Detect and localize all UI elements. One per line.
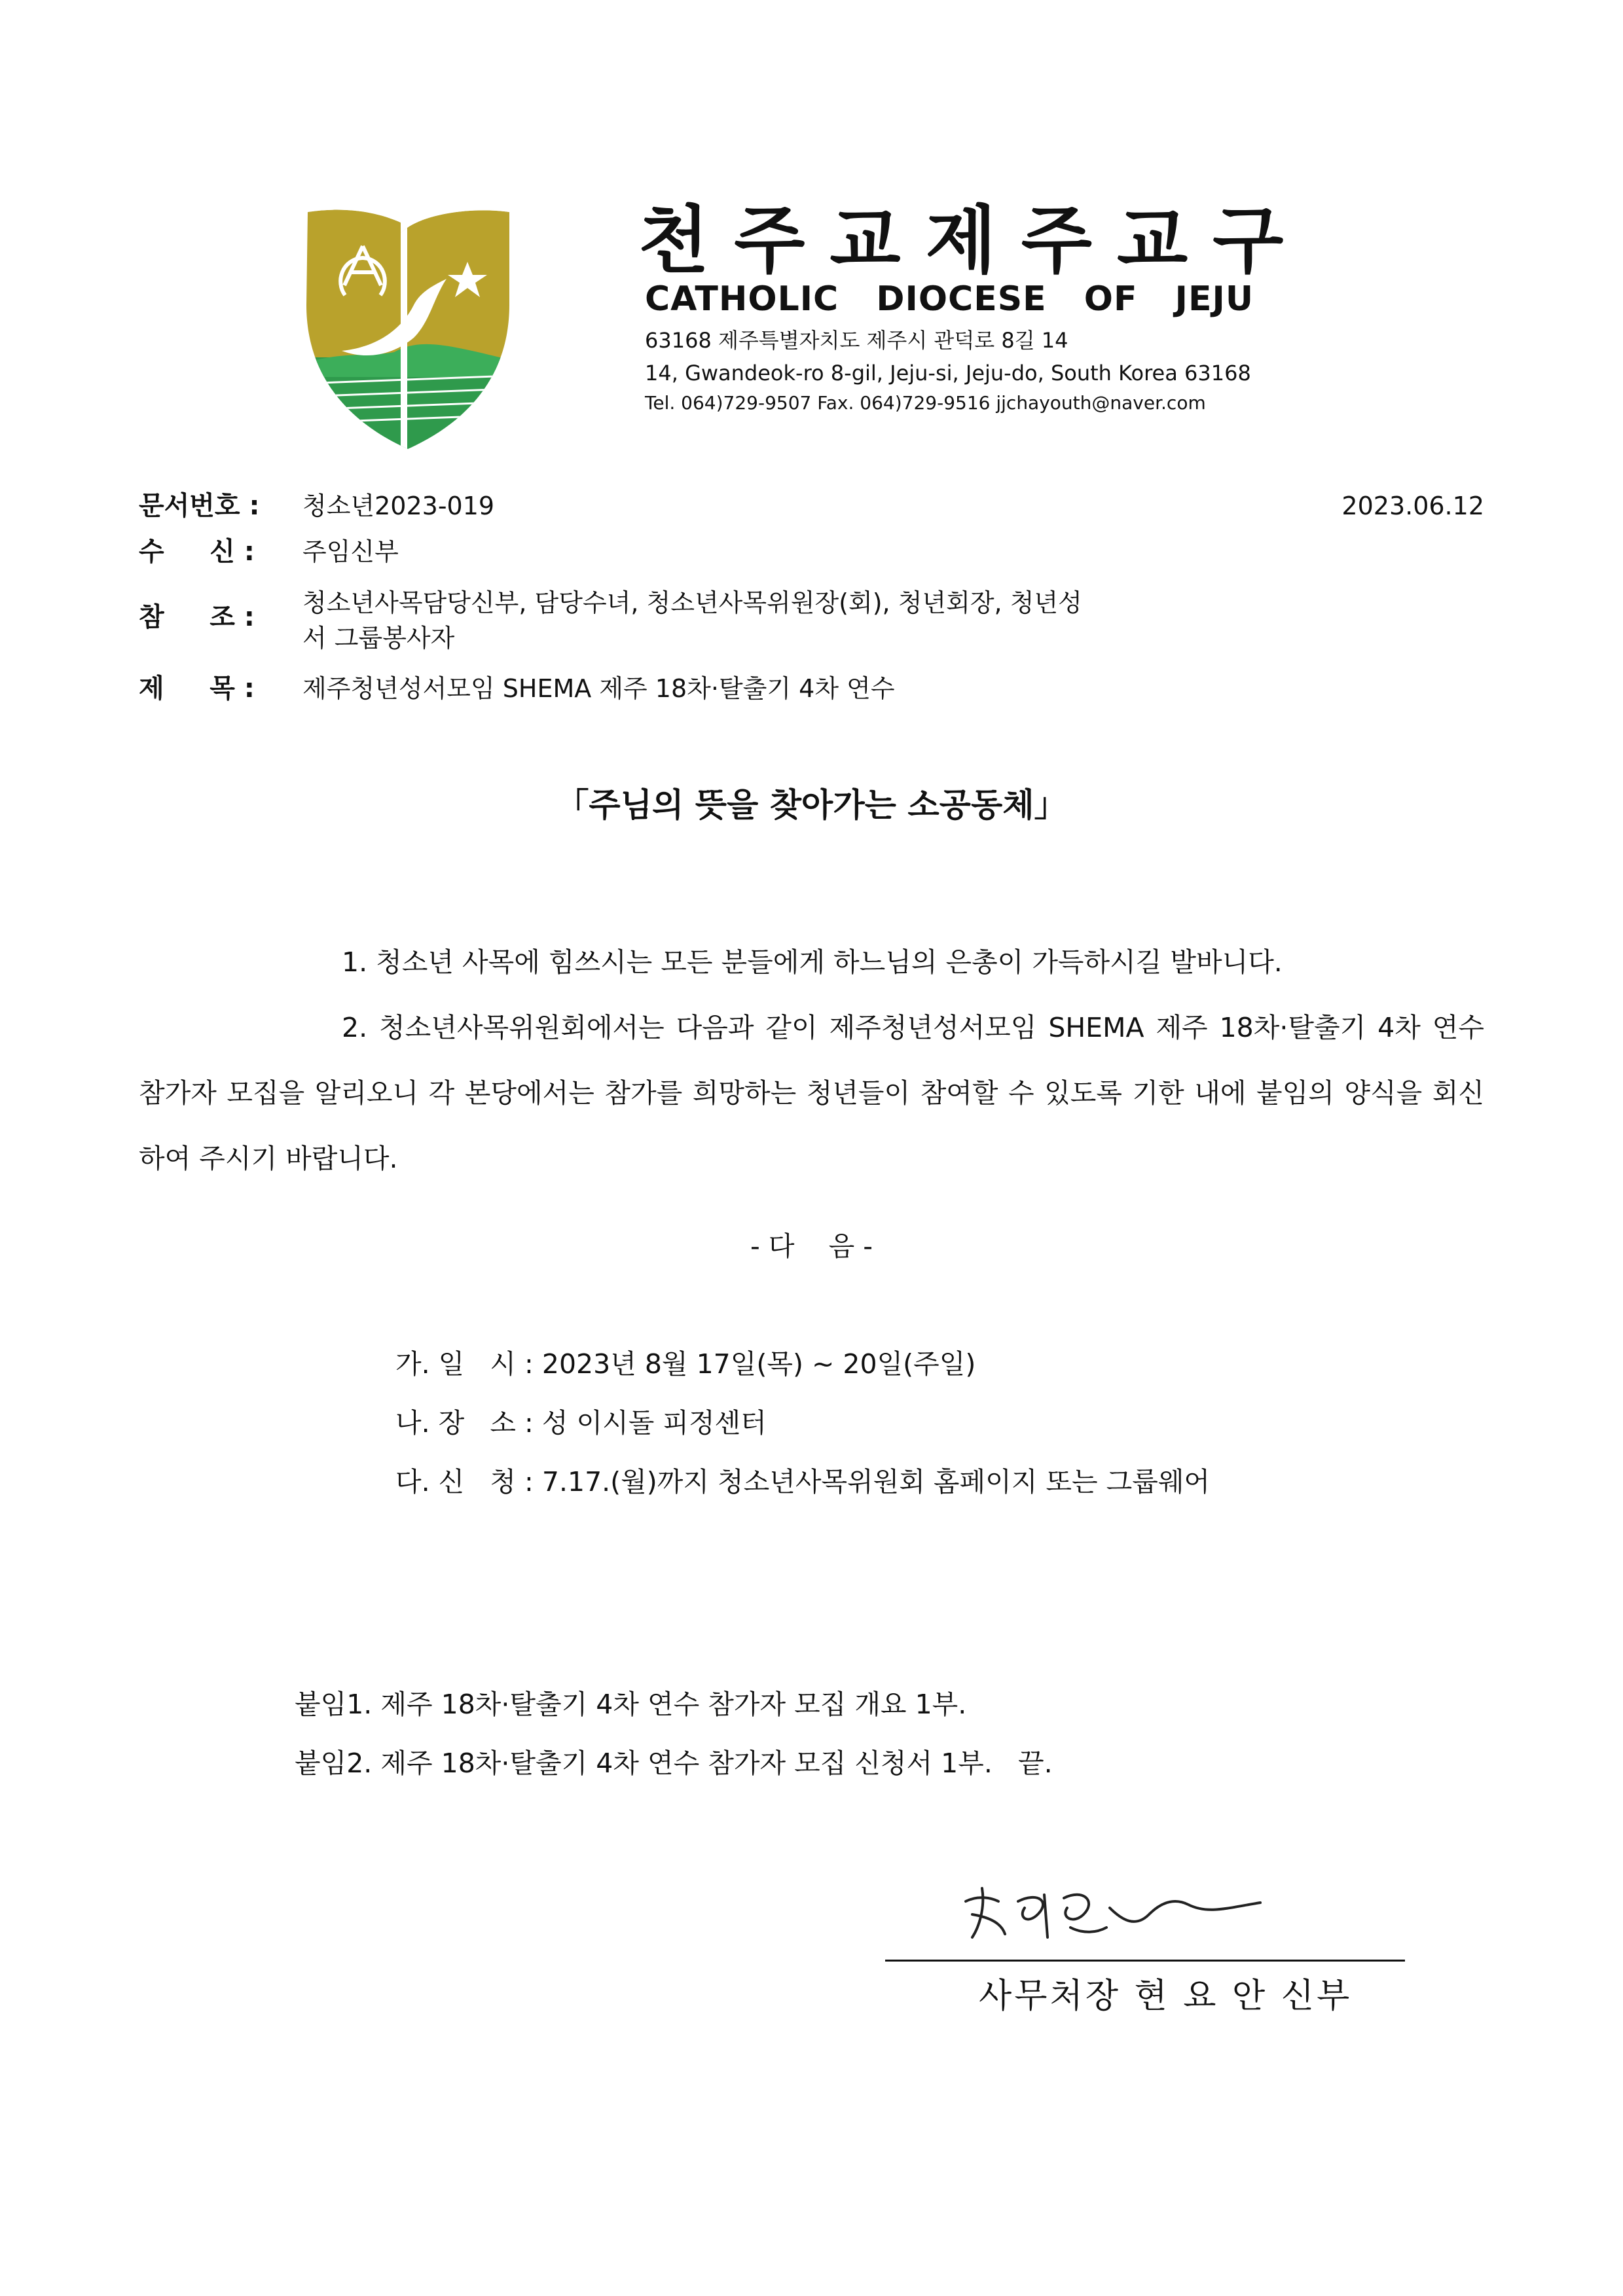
attachment-1: 붙임1. 제주 18차·탈출기 4차 연수 참가자 모집 개요 1부. [295,1689,967,1720]
doc-number: 청소년2023-019 [302,492,495,520]
diocese-crest-icon [302,207,513,450]
org-name-korean: 천주교제주교구 [638,198,1309,283]
reference-line-2: 서 그룹봉사자 [302,624,455,653]
attachment-2: 붙임2. 제주 18차·탈출기 4차 연수 참가자 모집 신청서 1부. 끝. [295,1748,1053,1779]
doc-number-label: 문서번호 : [139,491,260,521]
signature-line [885,1960,1405,1962]
document-title: 「주님의 뜻을 찾아가는 소공동체」 [556,786,1067,824]
address-english: 14, Gwandeok-ro 8-gil, Jeju-si, Jeju-do, South Korea 63168 [645,361,1251,386]
reference-label: 참 조 : [139,602,255,632]
subject-label: 제 목 : [139,673,255,704]
body-paragraph-1: 1. 청소년 사목에 힘쓰시는 모든 분들에게 하느님의 은총이 가득하시길 발바니다. [342,946,1283,978]
detail-application: 다. 신 청 : 7.17.(월)까지 청소년사목위원회 홈페이지 또는 그룹웨어 [395,1466,1211,1498]
doc-date: 2023.06.12 [1341,492,1484,520]
recipient: 주임신부 [302,537,399,566]
contact-info: Tel. 064)729-9507 Fax. 064)729-9516 jjchayouth@naver.com [645,392,1206,414]
subject: 제주청년성서모임 SHEMA 제주 18차·탈출기 4차 연수 [302,674,895,703]
reference-line-1: 청소년사목담당신부, 담당수녀, 청소년사목위원장(회), 청년회장, 청년성 [302,588,1082,617]
detail-date: 가. 일 시 : 2023년 8월 17일(목) ~ 20일(주일) [395,1348,976,1380]
recipient-label: 수 신 : [139,537,255,567]
address-korean: 63168 제주특별자치도 제주시 관덕로 8길 14 [645,328,1068,353]
body-paragraph-2: 2. 청소년사목위원회에서는 다음과 같이 제주청년성서모임 SHEMA 제주 18차·탈출기 4차 연수 참가자 모집을 알리오니 각 본당에서는 참가를 희망하는 청년들이 참여할 수 있도록 기한 내에 붙임의 양식을 회신하여 주시기 바랍니다. [139,1012,1484,1174]
org-name-english: CATHOLIC DIOCESE OF JEJU [645,279,1254,319]
next-heading: - 다 음 - [750,1230,873,1262]
signer-name: 사무처장 현 요 안 신부 [979,1977,1353,2016]
detail-place: 나. 장 소 : 성 이시돌 피정센터 [395,1407,767,1439]
handwritten-signature [953,1862,1267,1954]
